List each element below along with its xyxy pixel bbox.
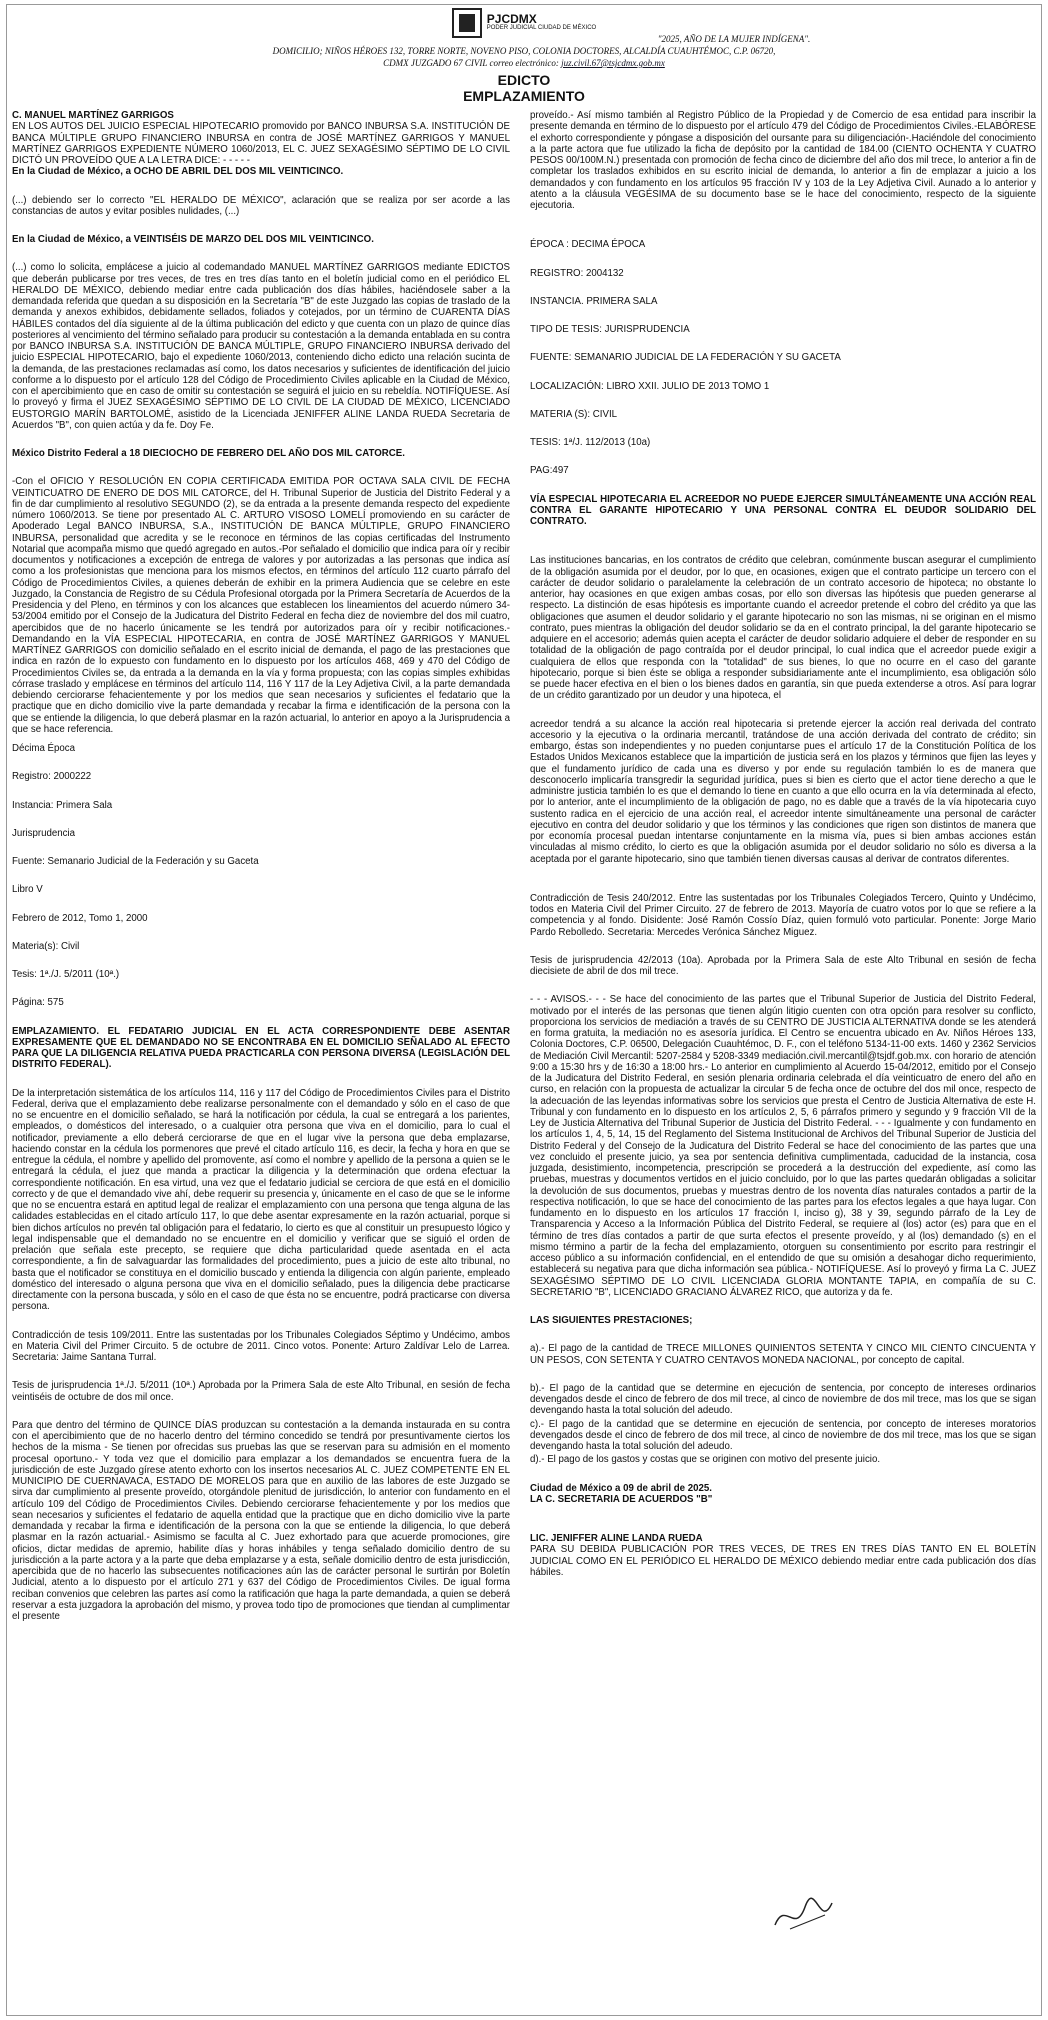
claims-heading: LAS SIGUIENTES PRESTACIONES;: [530, 1315, 693, 1326]
court-address: DOMICILIO; NIÑOS HÉROES 132, TORRE NORTE, NOVENO PISO, COLONIA DOCTORES, ALCALDÍA CUAUHTÉMOC, C.P. 06720,: [272, 46, 776, 56]
document-subtitle: EMPLAZAMIENTO: [463, 88, 585, 104]
claim-item: a).- El pago de la cantidad de TRECE MILLONES QUINIENTOS SETENTA Y CINCO MIL CIENTO CINCUENTA Y UN PESOS, CON SETENTA Y CUATRO CENTAVOS MONEDA NACIONAL, por concepto de capital.: [530, 1343, 1036, 1366]
date-line: En la Ciudad de México, a OCHO DE ABRIL DEL DOS MIL VEINTICINCO.: [12, 166, 344, 178]
claim-item: b).- El pago de la cantidad que se determine en ejecución de sentencia, por concepto de intereses ordinarios devengados desde el cinco de febrero de dos mil trece, al cinco de noviembre de dos mil trece, mas los que se sigan devengando hasta la total solución del adeudo.: [530, 1382, 1036, 1417]
date-line: México Distrito Federal a 18 DIECIOCHO DE FEBRERO DEL AÑO DOS MIL CATORCE.: [12, 448, 405, 459]
continuation-paragraph: proveído.- Así mismo también al Registro Público de la Propiedad y de Comercio de esa entidad para inscribir la presente demanda en término de lo dispuesto por el artículo 479 del Código de Procedimientos Civiles.-ELABÓRESE el exhorto correspondiente y póngase a disposición del oursante para su diligenciación-.Haciéndole del conocimiento a la parte actora que fue utilizado la ficha de depósito por la cantidad de 184.00 (CIENTO OCHENTA Y CUATRO PESOS 00/100M.N.) presentada con promoción de fecha cinco de diciembre del año dos mil trece, lo anterior a fin de completar los traslados exhibidos en su escrito inicial de demanda, lo anterior a fin de emplazar a juicio a los demandados y con fundamento en los artículos 95 fracción IV y 103 de la Ley Adjetiva Civil. Aunado a lo anterior y atento a la cláusula VEGÉSIMA de su documento base se le hace del conocimiento, respecto de la siguiente ejecutoria.: [530, 110, 1036, 211]
addressee: C. MANUEL MARTÍNEZ GARRIGOS: [12, 110, 174, 121]
logo-main: PJCDMX: [486, 12, 537, 26]
date-line: En la Ciudad de México, a VEINTISÉIS DE MARZO DEL DOS MIL VEINTICINCO.: [12, 234, 374, 245]
thesis-approval: Tesis de jurisprudencia 1ª./J. 5/2011 (10ª.) Aprobada por la Primera Sala de este Alto Tribunal, en sesión de fecha veintiséis de octubre de dos mil once.: [12, 1380, 510, 1403]
handwritten-signature: [770, 1895, 840, 1935]
thesis-field: LOCALIZACIÓN: LIBRO XXII. JULIO DE 2013 TOMO 1: [530, 380, 770, 392]
thesis-field: Décima Época: [12, 743, 75, 754]
summons-paragraph: Para que dentro del término de QUINCE DÍAS produzcan su contestación a la demanda instaurada en su contra con el apercibimiento que de no hacerlo dentro del término concedido se tendrá por presuntivamente ciertos los hechos de la misma - Se tienen por ofrecidas sus pruebas las que se reservan para su admisión en el momento procesal oportuno.- Y toda vez que el domicilio para emplazar a los demandados se encuentra fuera de la jurisdicción de este Juzgado gírese atento exhorto con los insertos necesarios AL C. JUEZ COMPETENTE EN EL MUNICIPIO DE CUERNAVACA, ESTADO DE MORELOS para que en auxilio de las labores de este Juzgado se sirva dar cumplimiento al presente proveído, otorgándole plenitud de jurisdicción, lo anterior con fundamento en el artículo 109 del Código de Procedimientos Civiles. Debiendo cerciorarse fehacientemente y por los medios que sean necesarios y suficientes el fedatario de aquella entidad que la practique que en dicho domicilio vive la parte demandada y recabar la firma e identificación de la persona con la que se entiende la diligencia, lo que deberá plasmar en la razón actuarial.- Asimismo se faculta al C. Juez exhortado para que acuerde promociones, gire oficios, dictar medidas de apremio, habilite días y horas inhábiles y tenga señalado domicilio dentro de su jurisdicción a la parte actora y a la parte que deba emplazarse y a esta, señale domicilio dentro de esta jurisdicción, apercibida que de no hacerlo las subsecuentes notificaciones aún las de carácter personal le surtirán por Boletín Judicial, atento a lo dispuesto por el artículo 271 y 637 del Código de Procedimientos Civiles. De igual forma reciban convenios que celebren las partes así como la ratificación que haga la parte demandada, a quien se deberá reservar a esta juzgadora la aprobación del mismo, y provea todo tipo de promociones que tiendan al cumplimentar el presente: [12, 1419, 510, 1622]
thesis-field: Materia(s): Civil: [12, 940, 80, 952]
thesis-field: FUENTE: SEMANARIO JUDICIAL DE LA FEDERACIÓN Y SU GACETA: [530, 352, 841, 364]
thesis-field: Registro: 2000222: [12, 771, 92, 783]
signature-date: Ciudad de México a 09 de abril de 2025.: [530, 1482, 712, 1494]
claim-item: d).- El pago de los gastos y costas que se originen con motivo del presente juicio.: [530, 1454, 881, 1466]
document-title: EDICTO: [497, 72, 551, 88]
admission-paragraph: -Con el OFICIO Y RESOLUCIÓN EN COPIA CERTIFICADA EMITIDA POR OCTAVA SALA CIVIL DE FECHA VEINTICUATRO DE ENERO DE DOS MIL CATORCE, del H. Tribunal Superior de Justicia del Distrito Federal y a fin de dar cumplimiento al resolutivo SEGUNDO (2), se da entrada a la presente demanda respecto del expediente número 1060/2013. Se tiene por presentado AL C. ARTURO VISOSO LOMELÍ promoviendo en su carácter de Apoderado Legal BANCO INBURSA, S.A., INSTITUCIÓN DE BANCA MÚLTIPLE, GRUPO FINANCIERO INBURSA, personalidad que acredita y se le reconoce en términos de las copias certificadas del Instrumento Notarial que acompaña mismo que quedó agregado en autos.-Por señalado el domicilio que indica para oír y recibir documentos y notificaciones a excepción de entrega de valores y por autorizadas a las personas que indica así como a los profesionistas que menciona para los mismos efectos, en términos del artículo 112 cuarto párrafo del Código de Procedimientos Civiles, a quienes deberán de exhibir en la primera Audiencia que se celebre en este Juzgado, la Constancia de Registro de su Cédula Profesional otorgada por la Primera Secretaría de Acuerdos de la Presidencia y del Pleno, en términos y con los alcances que establecen los lineamientos del acuerdo número 34-53/2004 emitido por el Consejo de la Judicatura del Distrito Federal en fecha diez de noviembre del dos mil cuatro, apercibidos que de no hacerlo únicamente se les tendrá por autorizados para oír y recibir notificaciones.-Demandando en la VÍA ESPECIAL HIPOTECARIA, en contra de JOSÉ MARTÍNEZ GARRIGOS Y MANUEL MARTÍNEZ GARRIGOS con domicilio señalado en el escrito inicial de demanda, el pago de las prestaciones que indica en razón de lo expuesto con fundamento en lo dispuesto por los artículos 468, 469 y 470 del Código de Procedimientos Civiles se, da entrada a la demanda en la vía y forma propuesta; con las copias simples exhibidas córrase traslado y emplácese en términos del artículo 114, 116 Y 117 de la Ley Adjetiva Civil, a la parte demandada debiendo cerciorarse fehacientemente y por los medios que sean necesarios y suficientes el fedatario que la practique que en dicho domicilio vive la parte demandada y recabar la firma e identificación de la persona con la que se entiende la diligencia, lo que deberá plasmar en la razón actuarial, lo anterior en apoyo a la Jurisprudencia a que se hace referencia.: [12, 476, 510, 735]
thesis-field: ÉPOCA : DECIMA ÉPOCA: [530, 239, 646, 251]
signature-title: LA C. SECRETARIA DE ACUERDOS "B": [530, 1493, 713, 1505]
page-header: [0, 6, 1048, 70]
thesis-field: Libro V: [12, 884, 43, 896]
left-column: [12, 110, 510, 1630]
thesis-contradiction: Contradicción de tesis 109/2011. Entre las sustentadas por los Tribunales Colegiados Séptimo y Undécimo, ambos en Materia Civil del Primer Circuito. 5 de octubre de 2011. Cinco votos. Ponente: Arturo Zaldívar Lelo de Larrea. Secretaria: Jaime Santana Turral.: [12, 1329, 510, 1363]
thesis-field: REGISTRO: 2004132: [530, 267, 624, 279]
court-name: CDMX JUZGADO 67 CIVIL correo electrónico:: [383, 58, 559, 68]
thesis-field: Fuente: Semanario Judicial de la Federación y su Gaceta: [12, 856, 259, 867]
thesis-field: Jurisprudencia: [12, 827, 76, 839]
court-emblem-icon: [452, 8, 482, 38]
motto: "2025, AÑO DE LA MUJER INDÍGENA".: [657, 34, 811, 44]
signer-name: LIC. JENIFFER ALINE LANDA RUEDA: [530, 1533, 703, 1544]
court-email-link[interactable]: juz.civil.67@tsjcdmx.gob.mx: [561, 58, 665, 68]
correction-paragraph: (...) debiendo ser lo correcto "EL HERALDO DE MÉXICO", aclaración que se realiza por ser acorde a las constancias de autos y evitar posibles nulidades, (...): [12, 194, 510, 217]
thesis-field: Instancia: Primera Sala: [12, 799, 113, 811]
thesis-field: MATERIA (S): CIVIL: [530, 408, 618, 420]
court-logo: [452, 8, 596, 38]
thesis-field: Tesis: 1ª./J. 5/2011 (10ª.): [12, 969, 120, 980]
thesis-contradiction: Contradicción de Tesis 240/2012. Entre las sustentadas por los Tribunales Colegiados Tercero, Quinto y Undécimo, todos en Materia Civil del Primer Circuito. 27 de febrero de 2013. Mayoría de cuatro votos por lo que se refiere a la competencia y al fondo. Disidente: José Ramón Cossío Díaz, quien formuló voto particular. Ponente: Jorge Mario Pardo Rebolledo. Secretaria: Mercedes Verónica Sánchez Miguez.: [530, 892, 1036, 938]
thesis-approval: Tesis de jurisprudencia 42/2013 (10a). Aprobada por la Primera Sala de este Alto Tribunal en sesión de fecha diecisiete de abril de dos mil trece.: [530, 954, 1036, 977]
thesis-field: TESIS: 1ª/J. 112/2013 (10a): [530, 437, 651, 448]
publication-note: PARA SU DEBIDA PUBLICACIÓN POR TRES VECES, DE TRES EN TRES DÍAS TANTO EN EL BOLETÍN JUDICIAL COMO EN EL PERIÓDICO EL HERALDO DE MÉXICO debiendo mediar entre cada publicación dos días hábiles.: [530, 1544, 1036, 1578]
notices-paragraph: - - - AVISOS.- - - Se hace del conocimiento de las partes que el Tribunal Superior de Justicia del Distrito Federal, motivado por el interés de las personas que tienen algún litigio cuenten con otra opción para resolver su conflicto, proporciona los servicios de mediación a través de su CENTRO DE JUSTICIA ALTERNATIVA donde se les atenderá en forma gratuita, la mediación no es asesoría jurídica. El Centro se encuentra ubicado en Av. Niños Héroes 133, Colonia Doctores, C.P. 06500, Delegación Cuauhtémoc, D. F., con el teléfono 5134-11-00 exts. 1460 y 2362 Servicios de Mediación Civil Mercantil: 5207-2584 y 5208-3349 mediación.civil.mercantil@tsjdf.gob.mx. con horario de atención 9:00 a 15:30 hrs y de 16:30 a 18:00 hrs.- Lo anterior en cumplimiento al Acuerdo 15-04/2012, emitido por el Consejo de la Judicatura del Distrito Federal, en sesión plenaria ordinaria celebrada el día veinticuatro de enero del año en curso, en relación con la propuesta de actualizar la circular 5 de fecha once de octubre del dos mil once, respecto de la adecuación de las leyendas informativas sobre los servicios que presta el Centro de Justicia Alternativa de este H. Tribunal y con fundamento en lo dispuesto en los artículos 2, 5, 6 párrafos primero y segundo y 9 fracción VII de la Ley de Justicia Alternativa del Tribunal Superior de Justicia del Distrito Federal. - - - Igualmente y con fundamento en los artículos 1, 4, 5, 14, 15 del Reglamento del Sistema Institucional de Archivos del Tribunal Superior de Justicia del Distrito Federal y del Consejo de la Judicatura del Distrito Federal se hace del conocimiento de las partes que una vez concluido el presente juicio, ya sea por sentencia definitiva cumplimentada, caducidad de la instancia, cosa juzgada, desistimiento, incompetencia, prescripción se procederá a la destrucción del expediente, así como las pruebas, muestras y documentos vertidos en el juicio concluido, por lo que las partes quedarán obligadas a solicitar la devolución de sus documentos, pruebas y muestras dentro de los noventa días naturales contados a partir de la respectiva notificación, lo que se hace del conocimiento de las partes para los efectos legales a que haya lugar. Con fundamento en lo dispuesto en los artículos 17 fracción I, inciso g), 38 y 39, segundo párrafo de la Ley de Transparencia y Acceso a la Información Pública del Distrito Federal, se requiere al (los) actor (es) para que en el término de tres días contados a partir de que surta efectos el presente proveído, y al (los) demandado (s) en el mismo término a partir de la fecha del emplazamiento, otorguen su consentimiento por escrito para restringir el acceso público a su información confidencial, en el entendido de que su omisión a desahogar dicho requerimiento, establecerá su negativa para que dicha información sea pública.- NOTIFÍQUESE. Así lo proveyó y firma La C. JUEZ SEXAGÉSIMO SÉPTIMO DE LO CIVIL LICENCIADA GLORIA MONTANTE TAPIA, en compañía de su C. SECRETARIO "B", LICENCIADO GRACIANO ÁLVAREZ RICO, que autoriza y da fe.: [530, 994, 1036, 1298]
claim-item: c).- El pago de la cantidad que se determine en ejecución de sentencia, por concepto de intereses moratorios devengados desde el cinco de febrero de dos mil trece, al cinco de noviembre de dos mil trece, mas los que se sigan devengando hasta la total solución del adeudo.: [530, 1418, 1036, 1452]
thesis-body-continued: acreedor tendrá a su alcance la acción real hipotecaria si pretende ejercer la acción real derivada del contrato accesorio y la ejecutiva o la ordinaria mercantil, tratándose de una acción derivada del contrato de crédito; sin embargo, éstas son independientes y no pueden conjuntarse pues el artículo 17 de la Constitución Política de los Estados Unidos Mexicanos establece que la impartición de justicia será en los plazos y términos que fijen las leyes y que el fundamento jurídico de cada una es diverso y por ende su regulación también lo es de manera que desconocerlo implicaría transgredir la seguridad jurídica, pues si bien es cierto que el actor tiene derecho a que le administre justicia también lo es que el demando lo tiene en cuanto a que ello ocurra en la vía determinada al efecto, por lo anterior, ante el incumplimiento de la obligación de pago, no es dable que a través de la vía hipotecaria cuyo sustento radica en el ejercicio de una acción real, el acreedor intente simultáneamente una personal de carácter ejecutivo en contra del deudor solidario y que los términos y las condiciones que rigen son distintos de manera que por economía procesal puedan intentarse conjuntamente en la misma vía, pues si bien ambas acciones están vinculadas al mismo crédito, lo cierto es que la obligación asumida por el deudor solidario no sólo es diversa a la aceptada por el garante hipotecario, sino que también tienen diversas causas al derivar de contratos diferentes.: [530, 718, 1036, 865]
logo-sub: PODER JUDICIAL CIUDAD DE MÉXICO: [486, 25, 597, 31]
right-column: [530, 110, 1036, 1586]
thesis-body: De la interpretación sistemática de los artículos 114, 116 y 117 del Código de Procedimientos Civiles para el Distrito Federal, deriva que el emplazamiento debe realizarse personalmente con el demandado y sólo en el caso de que no se encuentre en el domicilio señalado, se hará la notificación por cédula, la cual se entregará a los parientes, empleados, o domésticos del interesado, o a cualquier otra persona que viva en el domicilio, para lo cual el notificador, previamente a ello deberá cerciorarse de que en el lugar vive la persona que deba emplazarse, haciendo constar en la cédula los pormenores que prevé el citado artículo 116, es decir, la fecha y hora en que se entregue la cédula, el nombre y apellido del promovente, así como el nombre y apellido de la persona a quien se le entregará la cédula, el juez que manda a practicar la diligencia y la determinación que ordena efectuar la correspondiente notificación. En esa virtud, una vez que el fedatario judicial se cerciora de que está en el domicilio correcto y de que el demandado vive ahí, debe requerir su presencia y, únicamente en el caso de que se le informe que no se encuentra estará en aptitud legal de realizar el emplazamiento con una persona que tenga alguna de las calidades establecidas en el citado artículo 117, lo que debe asentar expresamente en la razón actuarial, porque si bien dichos artículos no prevén tal obligación para el fedatario, lo cierto es que al constituir un presupuesto lógico y legal indispensable que el demandado no se encuentre en el domicilio y verificar que se siguió el orden de prelación que señala este precepto, se requiere que dicha particularidad quede asentada en el acta correspondiente, a fin de salvaguardar las formalidades del procedimiento, pues a juicio de este alto tribunal, no basta que el notificador se constituya en el domicilio buscado y entienda la diligencia con algún pariente, empleado doméstico del interesado o alguna persona que viva en el domicilio señalado, pues la diligencia debe practicarse directamente con la persona buscada, y sólo en el caso de que ésta no se encuentre, podrá practicarse con diversa persona.: [12, 1087, 510, 1313]
thesis-field: Página: 575: [12, 997, 64, 1009]
thesis-heading: EMPLAZAMIENTO. EL FEDATARIO JUDICIAL EN EL ACTA CORRESPONDIENTE DEBE ASENTAR EXPRESAMENTE QUE EL DEMANDADO NO SE ENCONTRABA EN EL DOMICILIO SEÑALADO AL EFECTO PARA QUE LA DILIGENCIA RELATIVA PUEDA PRACTICARLA CON PERSONA DIVERSA (LEGISLACIÓN DEL DISTRITO FEDERAL).: [12, 1025, 510, 1071]
order-paragraph: (...) como lo solicita, emplácese a juicio al codemandado MANUEL MARTÍNEZ GARRIGOS mediante EDICTOS que deberán publicarse por tres veces, de tres en tres días tanto en el boletín judicial como en el periódico EL HERALDO DE MÉXICO, debiendo mediar entre cada publicación dos días hábiles, haciéndosele saber a la demandada referida que quedan a su disposición en la Secretaría "B" de este Juzgado las copias de traslado de la demanda y anexos exhibidos, debidamente sellados, foliados y cotejados, por un término de CUARENTA DÍAS HÁBILES contados del día siguiente al de la última publicación del edicto y que cuenta con un plazo de quince días posteriores al vencimiento del término señalado para producir su contestación a la demanda entablada en su contra por BANCO INBURSA S.A. INSTITUCIÓN DE BANCA MÚLTIPLE, GRUPO FINANCIERO INBURSA derivado del juicio ESPECIAL HIPOTECARIO, bajo el expediente 1060/2013, conteniendo dicho edicto una relación sucinta de la demanda, de las prestaciones reclamadas así como, los datos necesarios y suficientes de identificación del juicio conforme a lo dispuesto por el artículo 128 del Código de Procedimiento Civiles aplicable en la Ciudad de México, con el apercibimiento que en caso de omitir su contestación se seguirá el juicio en su rebeldía. NOTIFÍQUESE. Así lo proveyó y firma el JUEZ SEXAGÉSIMO SÉPTIMO DE LO CIVIL DE LA CIUDAD DE MÉXICO, LICENCIADO EUSTORGIO MARÍN BARTOLOMÉ, asistido de la Licenciada JENIFFER ALINE LANDA RUEDA Secretaria de Acuerdos "B", con quien actúa y da fe. Doy Fe.: [12, 262, 510, 431]
thesis-field: INSTANCIA. PRIMERA SALA: [530, 295, 658, 307]
thesis-heading: VÍA ESPECIAL HIPOTECARIA EL ACREEDOR NO PUEDE EJERCER SIMULTÁNEAMENTE UNA ACCIÓN REAL CONTRA EL GARANTE HIPOTECARIO Y UNA PERSONAL CONTRA EL DEUDOR SOLIDARIO DEL CONTRATO.: [530, 493, 1036, 527]
thesis-body: Las instituciones bancarias, en los contratos de crédito que celebran, comúnmente buscan asegurar el cumplimiento de la obligación asumida por el deudor, por lo que, en ocasiones, exigen que el contrato participe un tercero con el carácter de deudor solidario o paralelamente la celebración de un contrato accesorio de hipoteca; no obstante lo anterior, hay ocasiones en que exigen ambas cosas, por ello son diversas las hipótesis que pueden generarse al respecto. La distinción de esas hipótesis es importante cuando el acreedor pretende el cobro del crédito ya que las obligaciones que asumen el deudor solidario y el garante hipotecario no son las mismas, ni se originan en el mismo contrato, pues mientras la obligación del deudor solidario se da en el contrato principal, la del garante hipotecario se adquiere en el accesorio; además quien acepta el carácter de deudor solidario adquiere el deber de responder en su totalidad de la obligación de pago contraída por el deudor principal, lo cual indica que el acreedor puede exigir a cualquiera de ellos que responda con la "totalidad" de sus bienes, lo que no ocurre en el caso del garante hipotecario, porque si bien éste se obliga a responder subsidiariamente ante el incumplimiento, esa obligación sólo se puede hacer efectiva en el bien o los bienes dados en garantía, sin que pueda extenderse a otros. Así para lograr de un crédito garantizado por un deudor y una hipoteca, el: [530, 555, 1036, 702]
thesis-field: Febrero de 2012, Tomo 1, 2000: [12, 912, 148, 924]
thesis-field: TIPO DE TESIS: JURISPRUDENCIA: [530, 324, 690, 335]
intro-paragraph: EN LOS AUTOS DEL JUICIO ESPECIAL HIPOTECARIO promovido por BANCO INBURSA S.A. INSTITUCIÓN DE BANCA MÚLTIPLE GRUPO FINANCIERO INBURSA en contra de JOSÉ MARTÍNEZ GARRIGOS Y MANUEL MARTÍNEZ GARRIGOS EXPEDIENTE NÚMERO 1060/2013, EL C. JUEZ SEXAGÉSIMO SÉPTIMO DE LO CIVIL DICTÓ UN PROVEÍDO QUE A LA LETRA DICE: - - - - -: [12, 121, 510, 166]
thesis-field: PAG:497: [530, 465, 569, 477]
